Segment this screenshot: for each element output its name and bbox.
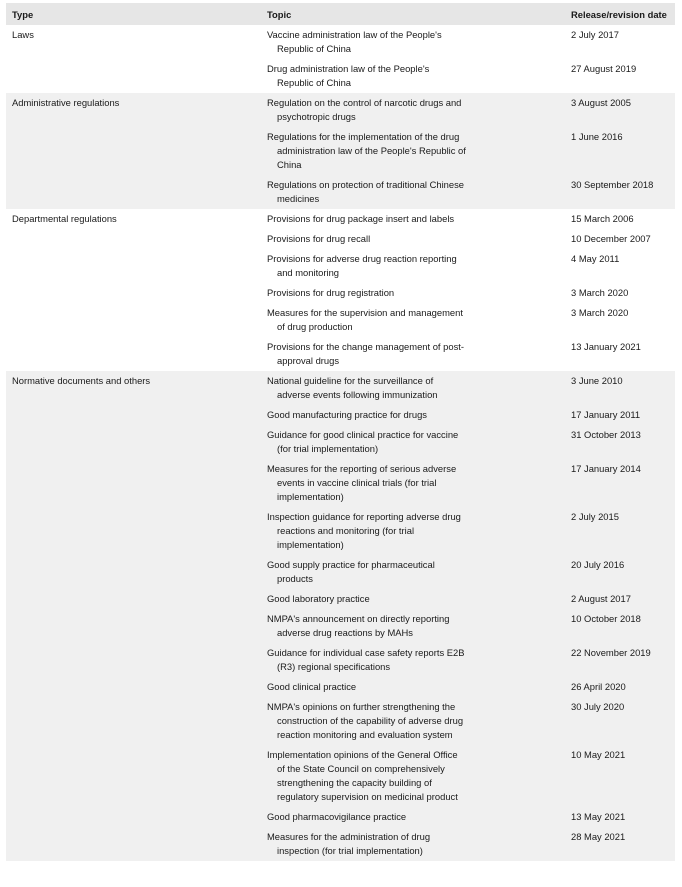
date-cell: 17 January 2011	[563, 405, 675, 425]
topic-cell	[261, 337, 563, 371]
table-row	[6, 405, 675, 425]
type-cell	[6, 827, 261, 861]
date-cell: 3 March 2020	[563, 283, 675, 303]
table-row	[6, 127, 675, 175]
type-cell	[6, 459, 261, 507]
table-group	[6, 93, 675, 209]
topic-text: Good clinical practice	[267, 681, 357, 692]
type-cell: Normative documents and others	[6, 371, 261, 405]
topic-text: Provisions for the change management of post-approval drugs	[267, 341, 464, 366]
table-row	[6, 697, 675, 745]
table-row	[6, 249, 675, 283]
date-cell: 2 August 2017	[563, 589, 675, 609]
topic-cell	[261, 249, 563, 283]
topic-cell	[261, 405, 563, 425]
date-cell: 13 May 2021	[563, 807, 675, 827]
date-cell: 4 May 2011	[563, 249, 675, 283]
date-cell: 30 September 2018	[563, 175, 675, 209]
table-row	[6, 807, 675, 827]
date-cell: 3 June 2010	[563, 371, 675, 405]
topic-text: Provisions for adverse drug reaction reporting and monitoring	[267, 253, 457, 278]
topic-cell	[261, 589, 563, 609]
header-row	[6, 3, 675, 25]
regulations-table	[6, 3, 675, 861]
topic-cell	[261, 827, 563, 861]
date-cell: 3 March 2020	[563, 303, 675, 337]
topic-cell	[261, 127, 563, 175]
type-cell	[6, 425, 261, 459]
topic-text: Regulations on protection of traditional Chinese medicines	[267, 179, 464, 204]
topic-text: NMPA's opinions on further strengthening the construction of the capability of adverse drug reaction monitoring and evaluation system	[267, 701, 464, 740]
topic-text: Drug administration law of the People's Republic of China	[267, 63, 430, 88]
type-cell: Laws	[6, 25, 261, 59]
type-cell	[6, 697, 261, 745]
topic-text: Provisions for drug registration	[267, 287, 395, 298]
topic-text: Provisions for drug package insert and labels	[267, 213, 455, 224]
type-cell	[6, 249, 261, 283]
date-cell: 20 July 2016	[563, 555, 675, 589]
topic-text: Measures for the supervision and management of drug production	[267, 307, 463, 332]
topic-cell	[261, 59, 563, 93]
table-group	[6, 209, 675, 371]
date-cell: 27 August 2019	[563, 59, 675, 93]
topic-text: Provisions for drug recall	[267, 233, 371, 244]
topic-cell	[261, 283, 563, 303]
topic-text: National guideline for the surveillance of adverse events following immunization	[267, 375, 438, 400]
header-topic: Topic	[261, 3, 563, 25]
type-cell	[6, 589, 261, 609]
header-date: Release/revision date	[563, 3, 675, 25]
topic-cell	[261, 555, 563, 589]
topic-cell	[261, 25, 563, 59]
type-cell	[6, 405, 261, 425]
header-type: Type	[6, 3, 261, 25]
type-cell	[6, 555, 261, 589]
topic-cell	[261, 229, 563, 249]
table-row	[6, 459, 675, 507]
table-row	[6, 745, 675, 807]
topic-text: Implementation opinions of the General Office of the State Council on comprehensively strengthening the capacity building of regulatory supervision on medicinal product	[267, 749, 458, 802]
topic-text: Regulations for the implementation of the drug administration law of the People's Republic of China	[267, 131, 466, 170]
topic-text: Measures for the reporting of serious adverse events in vaccine clinical trials (for trial implementation)	[267, 463, 457, 502]
topic-text: Guidance for good clinical practice for vaccine (for trial implementation)	[267, 429, 459, 454]
table-row	[6, 283, 675, 303]
date-cell: 13 January 2021	[563, 337, 675, 371]
topic-text: Guidance for individual case safety reports E2B (R3) regional specifications	[267, 647, 465, 672]
type-cell	[6, 745, 261, 807]
type-cell	[6, 677, 261, 697]
topic-text: Good supply practice for pharmaceutical products	[267, 559, 435, 584]
date-cell: 28 May 2021	[563, 827, 675, 861]
type-cell	[6, 229, 261, 249]
type-cell	[6, 303, 261, 337]
table-row	[6, 209, 675, 229]
date-cell: 10 December 2007	[563, 229, 675, 249]
table-row	[6, 643, 675, 677]
topic-text: Good manufacturing practice for drugs	[267, 409, 427, 420]
type-cell	[6, 807, 261, 827]
topic-cell	[261, 697, 563, 745]
table-row	[6, 229, 675, 249]
date-cell: 15 March 2006	[563, 209, 675, 229]
table-row	[6, 555, 675, 589]
date-cell: 26 April 2020	[563, 677, 675, 697]
table-row	[6, 425, 675, 459]
date-cell: 3 August 2005	[563, 93, 675, 127]
topic-text: Vaccine administration law of the People's Republic of China	[267, 29, 442, 54]
type-cell	[6, 175, 261, 209]
table-row	[6, 609, 675, 643]
table-row	[6, 175, 675, 209]
date-cell: 2 July 2017	[563, 25, 675, 59]
topic-text: Inspection guidance for reporting adverse drug reactions and monitoring (for trial implementation)	[267, 511, 461, 550]
type-cell: Departmental regulations	[6, 209, 261, 229]
date-cell: 31 October 2013	[563, 425, 675, 459]
date-cell: 2 July 2015	[563, 507, 675, 555]
table-group	[6, 25, 675, 93]
type-cell	[6, 59, 261, 93]
table-row	[6, 677, 675, 697]
topic-text: NMPA's announcement on directly reporting adverse drug reactions by MAHs	[267, 613, 450, 638]
topic-cell	[261, 371, 563, 405]
date-cell: 30 July 2020	[563, 697, 675, 745]
type-cell	[6, 127, 261, 175]
table-row	[6, 507, 675, 555]
table-row	[6, 827, 675, 861]
type-cell	[6, 643, 261, 677]
topic-text: Measures for the administration of drug inspection (for trial implementation)	[267, 831, 431, 856]
topic-cell	[261, 677, 563, 697]
topic-cell	[261, 425, 563, 459]
date-cell: 10 October 2018	[563, 609, 675, 643]
table-row	[6, 25, 675, 59]
table-row	[6, 589, 675, 609]
type-cell	[6, 337, 261, 371]
topic-text: Good laboratory practice	[267, 593, 370, 604]
date-cell: 1 June 2016	[563, 127, 675, 175]
date-cell: 10 May 2021	[563, 745, 675, 807]
topic-text: Good pharmacovigilance practice	[267, 811, 407, 822]
topic-cell	[261, 643, 563, 677]
topic-cell	[261, 807, 563, 827]
topic-cell	[261, 459, 563, 507]
table-row	[6, 93, 675, 127]
topic-cell	[261, 609, 563, 643]
table-row	[6, 303, 675, 337]
topic-cell	[261, 507, 563, 555]
topic-cell	[261, 93, 563, 127]
type-cell: Administrative regulations	[6, 93, 261, 127]
topic-cell	[261, 209, 563, 229]
table-row	[6, 59, 675, 93]
table-header	[6, 3, 675, 25]
topic-cell	[261, 303, 563, 337]
topic-text: Regulation on the control of narcotic drugs and psychotropic drugs	[267, 97, 462, 122]
topic-cell	[261, 745, 563, 807]
type-cell	[6, 507, 261, 555]
type-cell	[6, 283, 261, 303]
table-row	[6, 371, 675, 405]
date-cell: 22 November 2019	[563, 643, 675, 677]
date-cell: 17 January 2014	[563, 459, 675, 507]
topic-cell	[261, 175, 563, 209]
type-cell	[6, 609, 261, 643]
table-row	[6, 337, 675, 371]
table-group	[6, 371, 675, 861]
